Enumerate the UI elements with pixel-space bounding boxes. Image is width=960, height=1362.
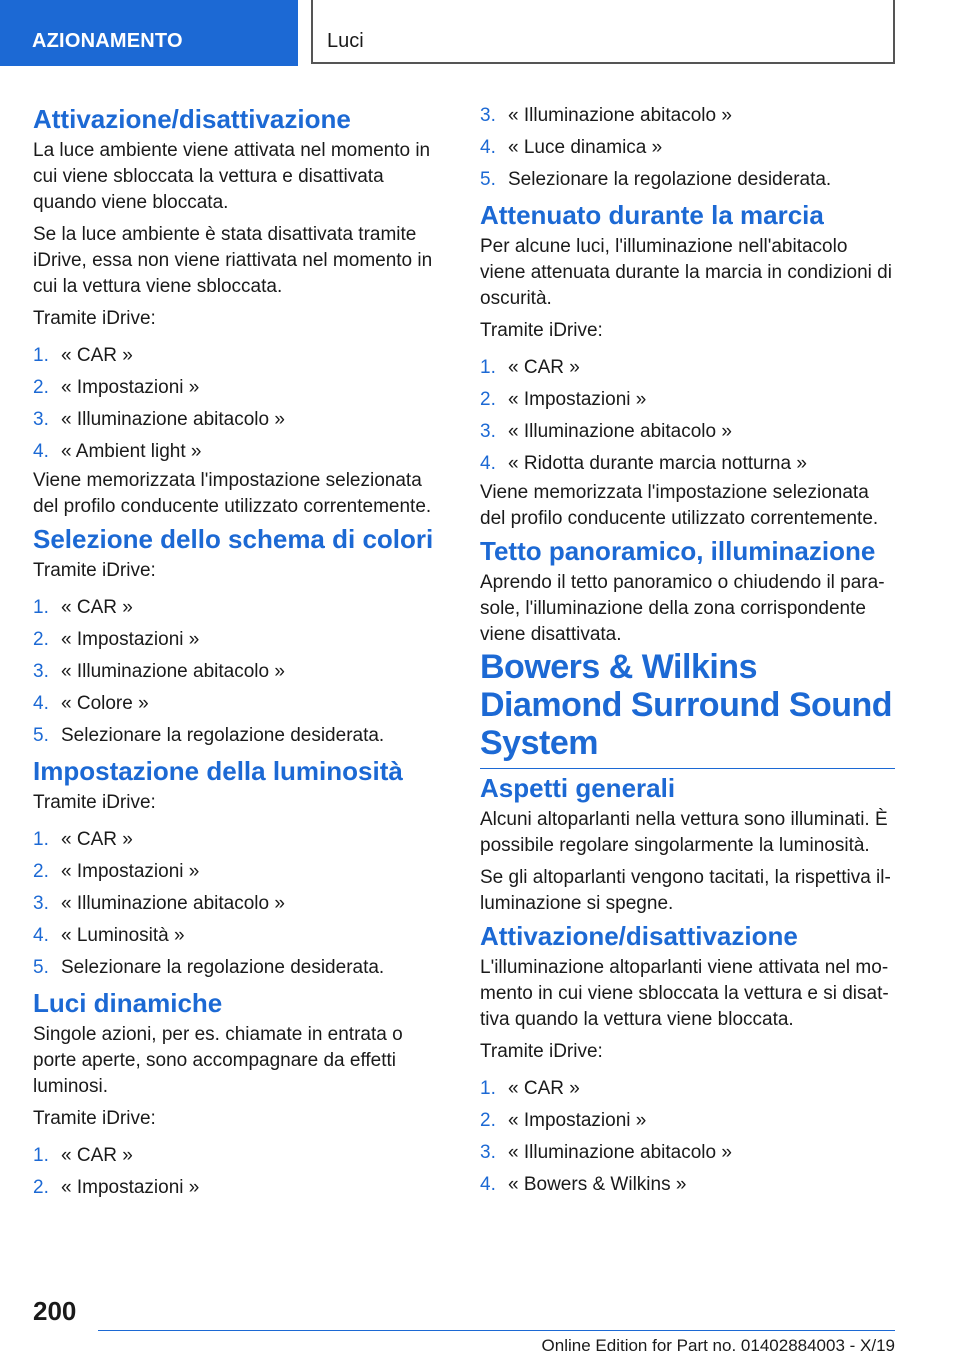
step-text: « Bowers & Wilkins » <box>508 1174 687 1195</box>
step-text: « CAR » <box>61 829 133 850</box>
list-item <box>480 1169 898 1201</box>
step-number: 1. <box>33 829 49 850</box>
section-title: Attenuato durante la marcia <box>480 200 824 230</box>
step-number: 1. <box>480 1078 496 1099</box>
step-text: « Impostazioni » <box>508 389 647 410</box>
step-text: « Ridotta durante marcia notturna » <box>508 453 807 474</box>
paragraph: Viene memorizzata l'impostazione selezionata del profilo conducente utilizzato correntemente. <box>480 482 879 529</box>
section-title: Luci dinamiche <box>33 988 223 1018</box>
footer-edition: Online Edition for Part no. 01402884003 - X/19 <box>541 1336 895 1355</box>
step-number: 3. <box>33 409 49 430</box>
paragraph: Viene memorizzata l'impostazione selezionata del profilo conducente utilizzato correntemente. <box>33 470 432 517</box>
step-number: 5. <box>480 169 496 190</box>
step-number: 2. <box>480 1110 496 1131</box>
step-number: 5. <box>33 725 49 746</box>
step-list <box>480 100 898 196</box>
footer-rule <box>98 1330 895 1331</box>
step-text: « CAR » <box>61 597 133 618</box>
step-list <box>480 352 898 480</box>
page-header <box>0 0 960 66</box>
list-item <box>480 1105 898 1137</box>
paragraph: La luce ambiente viene attivata nel momento in cui viene sbloccata la vettura e disattivata quando viene bloccata. <box>33 140 431 213</box>
step-text: « CAR » <box>61 1145 133 1166</box>
paragraph: Tramite iDrive: <box>33 560 156 581</box>
list-item <box>33 372 451 404</box>
step-number: 4. <box>33 441 49 462</box>
step-number: 4. <box>480 137 496 158</box>
list-item <box>33 952 451 984</box>
list-item <box>33 656 451 688</box>
step-text: Selezionare la regolazione desiderata. <box>61 725 385 746</box>
chapter-heading: Bowers & Wilkins Diamond Surround Sound System <box>480 648 893 762</box>
step-text: « CAR » <box>508 1078 580 1099</box>
step-number: 1. <box>480 357 496 378</box>
section-tab: AZIONAMENTO <box>0 0 298 66</box>
step-number: 2. <box>480 389 496 410</box>
step-number: 2. <box>33 377 49 398</box>
step-number: 1. <box>33 597 49 618</box>
paragraph: Se gli altoparlanti vengono tacitati, la rispettiva illuminazione si spegne. <box>480 867 891 914</box>
step-text: « Illuminazione abitacolo » <box>508 1142 732 1163</box>
step-text: « Impostazioni » <box>61 1177 200 1198</box>
step-list <box>33 1140 451 1204</box>
list-item <box>480 352 898 384</box>
paragraph: Singole azioni, per es. chiamate in entrata o porte aperte, sono accompagnare da effetti luminosi. <box>33 1024 403 1097</box>
right-column <box>480 100 898 1201</box>
list-item <box>33 436 451 468</box>
step-text: « Impostazioni » <box>508 1110 647 1131</box>
list-item <box>33 592 451 624</box>
step-list <box>480 1073 898 1201</box>
chapter-tab: Luci <box>311 0 895 64</box>
paragraph: Tramite iDrive: <box>33 1108 156 1129</box>
step-list <box>33 824 451 984</box>
step-list <box>33 592 451 752</box>
step-text: « Impostazioni » <box>61 377 200 398</box>
step-number: 5. <box>33 957 49 978</box>
section-title: Attivazione/disattivazione <box>33 104 351 134</box>
paragraph: Aprendo il tetto panoramico o chiudendo il parasole, l'illuminazione della zona corrispondente viene disattivata. <box>480 572 885 645</box>
list-item <box>33 1172 451 1204</box>
section-title: Aspetti generali <box>480 773 676 803</box>
step-text: « Illuminazione abitacolo » <box>508 421 732 442</box>
paragraph: Se la luce ambiente è stata disattivata tramite iDrive, essa non viene riattivata nel momento in cui la vettura viene sbloccata. <box>33 224 433 297</box>
step-number: 3. <box>480 105 496 126</box>
step-number: 4. <box>33 925 49 946</box>
step-text: « CAR » <box>61 345 133 366</box>
step-number: 1. <box>33 345 49 366</box>
list-item <box>480 416 898 448</box>
paragraph: Alcuni altoparlanti nella vettura sono illuminati. È possibile regolare singolarmente la luminosità. <box>480 809 888 856</box>
list-item <box>480 384 898 416</box>
step-number: 3. <box>480 1142 496 1163</box>
list-item <box>33 688 451 720</box>
section-title: Tetto panoramico, illuminazione <box>480 536 876 566</box>
list-item <box>480 1137 898 1169</box>
paragraph: Tramite iDrive: <box>480 320 603 341</box>
page-number: 200 <box>33 1296 77 1326</box>
step-text: « Luce dinamica » <box>508 137 663 158</box>
paragraph: Tramite iDrive: <box>33 792 156 813</box>
list-item <box>33 720 451 752</box>
step-number: 2. <box>33 1177 49 1198</box>
list-item <box>480 100 898 132</box>
list-item <box>480 448 898 480</box>
list-item <box>33 888 451 920</box>
section-title: Attivazione/disattivazione <box>480 921 798 951</box>
paragraph: Per alcune luci, l'illuminazione nell'abitacolo viene attenuata durante la marcia in condizioni di oscurità. <box>480 236 892 309</box>
list-item <box>480 164 898 196</box>
list-item <box>33 920 451 952</box>
list-item <box>33 340 451 372</box>
left-column <box>33 100 451 1204</box>
step-number: 4. <box>480 453 496 474</box>
list-item <box>33 856 451 888</box>
list-item <box>480 132 898 164</box>
list-item <box>480 1073 898 1105</box>
list-item <box>33 1140 451 1172</box>
step-number: 3. <box>33 661 49 682</box>
step-text: « Illuminazione abitacolo » <box>61 893 285 914</box>
step-text: « Colore » <box>61 693 149 714</box>
list-item <box>33 404 451 436</box>
step-text: « Impostazioni » <box>61 629 200 650</box>
step-list <box>33 340 451 468</box>
step-text: « Luminosità » <box>61 925 185 946</box>
step-number: 3. <box>33 893 49 914</box>
paragraph: Tramite iDrive: <box>480 1041 603 1062</box>
list-item <box>33 824 451 856</box>
section-title: Selezione dello schema di colori <box>33 524 434 554</box>
paragraph: L'illuminazione altoparlanti viene attivata nel momento in cui viene sbloccata la vettura e si disattiva quando la vettura viene bloccata. <box>480 957 889 1030</box>
step-number: 4. <box>480 1174 496 1195</box>
step-number: 2. <box>33 861 49 882</box>
section-title: Impostazione della luminosità <box>33 756 403 786</box>
step-text: « CAR » <box>508 357 580 378</box>
step-text: Selezionare la regolazione desiderata. <box>61 957 385 978</box>
step-text: « Illuminazione abitacolo » <box>508 105 732 126</box>
step-text: « Impostazioni » <box>61 861 200 882</box>
step-number: 2. <box>33 629 49 650</box>
step-text: « Ambient light » <box>61 441 202 462</box>
list-item <box>33 624 451 656</box>
paragraph: Tramite iDrive: <box>33 308 156 329</box>
step-number: 4. <box>33 693 49 714</box>
step-text: « Illuminazione abitacolo » <box>61 409 285 430</box>
step-text: Selezionare la regolazione desiderata. <box>508 169 832 190</box>
step-number: 1. <box>33 1145 49 1166</box>
step-text: « Illuminazione abitacolo » <box>61 661 285 682</box>
step-number: 3. <box>480 421 496 442</box>
